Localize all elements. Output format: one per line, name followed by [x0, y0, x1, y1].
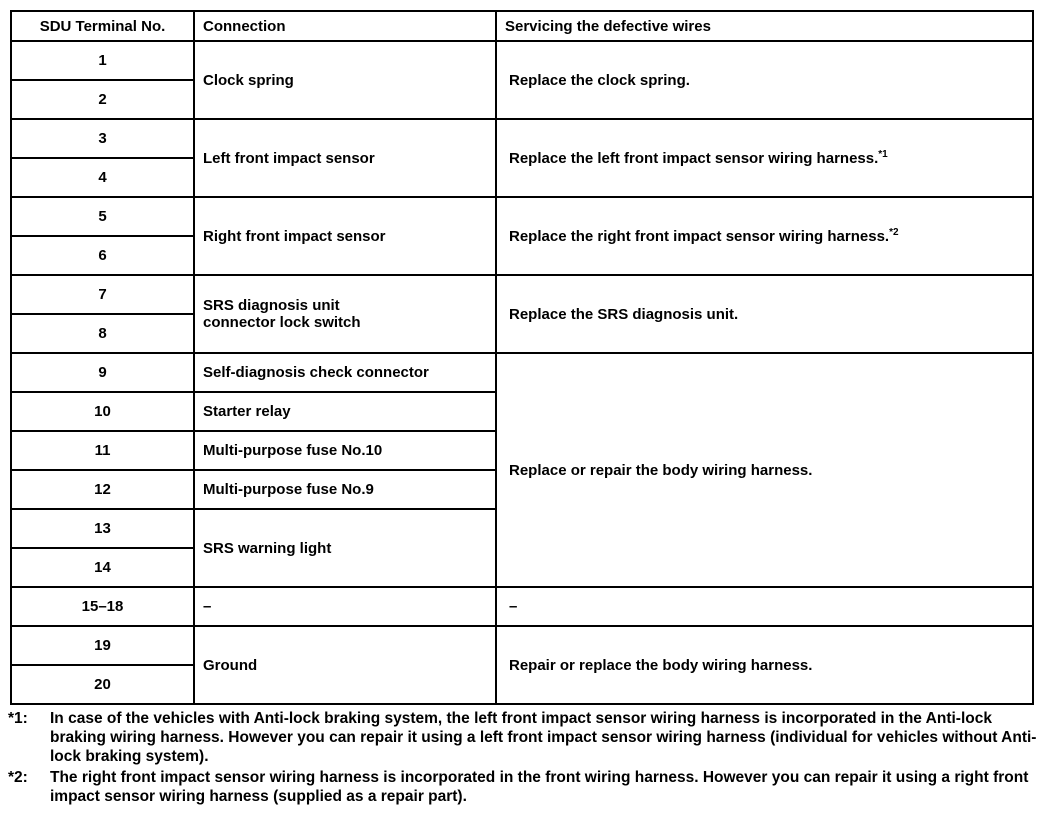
- header-terminal-no: SDU Terminal No.: [11, 11, 194, 41]
- table-row: [11, 197, 1033, 236]
- table-row: [11, 587, 1033, 626]
- connection-cell: Right front impact sensor: [194, 197, 496, 275]
- header-servicing: Servicing the defective wires: [496, 11, 1033, 41]
- table-header-row: [11, 11, 1033, 41]
- header-connection: Connection: [194, 11, 496, 41]
- connection-cell: Ground: [194, 626, 496, 704]
- servicing-cell: Repair or replace the body wiring harness.: [496, 626, 1033, 704]
- terminal-cell: 4: [11, 158, 194, 197]
- servicing-text: Replace the left front impact sensor wiring harness.: [509, 149, 879, 167]
- connection-cell: SRS warning light: [194, 509, 496, 587]
- footnotes: [8, 709, 1048, 808]
- table-row: [11, 626, 1033, 665]
- terminal-cell: 8: [11, 314, 194, 353]
- servicing-cell: Replace or repair the body wiring harness.: [496, 353, 1033, 587]
- footnote-text: In case of the vehicles with Anti-lock braking system, the left front impact sensor wiring harness is incorporated in the Anti-lock braking wiring harness. However you can repair it using a left front impact sensor wiring harness (individual for vehicles without Anti-lock braking system).: [50, 710, 1037, 765]
- terminal-cell: 3: [11, 119, 194, 158]
- connection-cell: Multi-purpose fuse No.10: [194, 431, 496, 470]
- footnote-ref-2: *2: [889, 226, 899, 238]
- terminal-cell: 12: [11, 470, 194, 509]
- terminal-cell: 13: [11, 509, 194, 548]
- footnote-text: The right front impact sensor wiring harness is incorporated in the front wiring harness. However you can repair it using a right front impact sensor wiring harness (supplied as a repair part).: [50, 769, 1029, 805]
- terminal-cell: 9: [11, 353, 194, 392]
- servicing-cell: [496, 197, 1033, 275]
- terminal-cell: 11: [11, 431, 194, 470]
- connection-line: connector lock switch: [203, 314, 361, 331]
- servicing-cell: [496, 119, 1033, 197]
- table-row: [11, 41, 1033, 80]
- connection-cell: Starter relay: [194, 392, 496, 431]
- sdu-terminal-table: [10, 10, 1034, 705]
- table-row: [11, 119, 1033, 158]
- servicing-cell: –: [496, 587, 1033, 626]
- servicing-text: Replace the right front impact sensor wiring harness.: [509, 227, 890, 245]
- footnote-ref-1: *1: [878, 148, 888, 160]
- footnote-2: [8, 768, 1048, 806]
- terminal-cell: 14: [11, 548, 194, 587]
- connection-cell: Self-diagnosis check connector: [194, 353, 496, 392]
- terminal-cell: 2: [11, 80, 194, 119]
- terminal-cell: 20: [11, 665, 194, 704]
- table-row: [11, 353, 1033, 392]
- servicing-cell: Replace the SRS diagnosis unit.: [496, 275, 1033, 353]
- connection-cell: Clock spring: [194, 41, 496, 119]
- connection-cell: –: [194, 587, 496, 626]
- terminal-cell: 15–18: [11, 587, 194, 626]
- connection-cell: [194, 275, 496, 353]
- terminal-cell: 10: [11, 392, 194, 431]
- servicing-cell: Replace the clock spring.: [496, 41, 1033, 119]
- terminal-cell: 7: [11, 275, 194, 314]
- terminal-cell: 19: [11, 626, 194, 665]
- footnote-mark: *1:: [8, 710, 28, 727]
- connection-cell: Multi-purpose fuse No.9: [194, 470, 496, 509]
- connection-cell: Left front impact sensor: [194, 119, 496, 197]
- terminal-cell: 6: [11, 236, 194, 275]
- footnote-mark: *2:: [8, 769, 28, 786]
- connection-line: SRS diagnosis unit: [203, 297, 340, 314]
- footnote-1: [8, 709, 1048, 766]
- table-row: [11, 275, 1033, 314]
- terminal-cell: 1: [11, 41, 194, 80]
- terminal-cell: 5: [11, 197, 194, 236]
